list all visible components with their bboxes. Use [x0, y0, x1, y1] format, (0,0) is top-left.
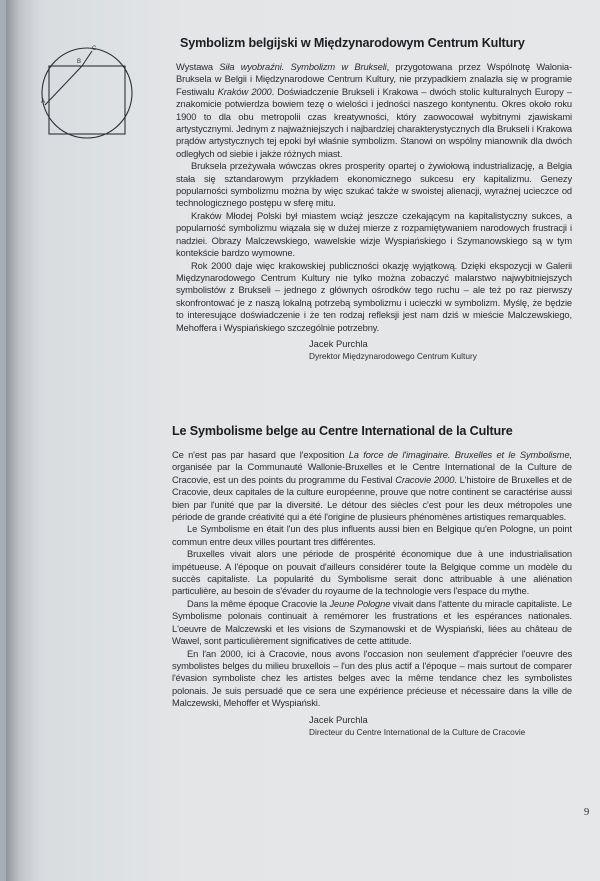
- movement-name: Jeune Pologne: [329, 598, 391, 609]
- logo-circle: [42, 48, 132, 138]
- text: vivait dans l'attente du miracle capitaliste. Le Symbolisme polonais continuait à remémorer les frustrations et les espérances nationales. L'oeuvre de Malczewski et les visions de Szymanowski et de Wyspiański, liées au château de Wawel, sont particulièrement significatives de cette attitude.: [172, 598, 572, 647]
- logo-square: [49, 66, 125, 134]
- festival-title: Cracovie 2000: [395, 474, 455, 485]
- text: Wystawa: [176, 62, 220, 72]
- text: . L'histoire de Bruxelles et de Cracovie, deux capitales de la culture européenne, prouve que notre continent se caractérise aussi bien par l'unité que par la diversité. Le détour des siècles c'est pour les deux métropoles une période de grande créativité qui a été l'origine de plusieurs phénomènes artistiques remarquables.: [172, 474, 572, 523]
- signature-name: Jacek Purchla: [309, 714, 368, 725]
- binding-gutter: [6, 0, 20, 881]
- page: [6, 0, 600, 881]
- polish-paragraph-3: Kraków Młodej Polski był miastem wciąż jeszcze czekającym na kapitalistyczny sukces, a popularność symbolizmu wiązała się w dużej mierze z rozpamiętywaniem narodowych frustracji i nadziei. Obrazy Malczewskiego, wawelskie wizje Wyspiańskiego i Szymanowskiego są w tym kontekście bardzo wymowne.: [176, 210, 572, 259]
- french-paragraph-1: [172, 449, 572, 523]
- polish-paragraph-1: [176, 61, 572, 160]
- signature-role: Dyrektor Międzynarodowego Centrum Kultury: [309, 351, 477, 362]
- text: . Doświadczenie Brukseli i Krakowa – dwóch stolic kulturalnych Europy – znakomicie potwierdza bowiem tezę o wielości i jedności naszego kontynentu. Okres około roku 1900 to dla obu metropolii czas kreatywności, który zaowocował wybitnymi zjawiskami artystycznymi. Jednym z najważniejszych i najbardziej charakterystycznych dla Brukseli i Krakowa prądów artystycznych tej epoki był właśnie symbolizm. Stanowi on wspólny mianownik dla dwóch odległych od siebie i jakże różnych miast.: [176, 86, 573, 159]
- page-number: 9: [584, 807, 590, 818]
- french-signature: [309, 714, 572, 739]
- text: Ce n'est pas par hasard que l'exposition: [172, 450, 349, 460]
- polish-section: [172, 36, 572, 363]
- polish-signature: [309, 338, 572, 363]
- polish-title: Symbolizm belgijski w Międzynarodowym Centrum Kultury: [180, 36, 525, 50]
- french-paragraph-5: En l'an 2000, ici à Cracovie, nous avons l'occasion non seulement d'apprécier l'oeuvre des symbolistes belges du milieu bruxellois – l'un des plus actif a l'époque – mais surtout de comparer l'évasion symboliste chez les artistes belges avec la même tendance chez les symbolistes polonais. Je suis persuadé que ce sera une expérience précieuse et nécessaire dans la ville de Malczewski, Mehoffer et Wyspiański.: [172, 648, 572, 709]
- polish-paragraph-4: Rok 2000 daje więc krakowskiej publiczności okazję wyjątkową. Dzięki ekspozycji w Galerii Międzynarodowego Centrum Kultury nie tylko można zobaczyć malarstwo najwybitniejszych symbolistów z Brukseli – jednego z głównych ośrodków tego ruchu – ale też po raz pierwszy skonfrontować je z naszą lokalną potrzebą symbolizmu i ucieczki w symbolizm. Myślę, że będzie to interesujące doświadczenie i że ten rodzaj refleksji jest nam dziś w mieście Malczewskiego, Mehoffera i Wyspiańskiego szczególnie potrzebny.: [176, 260, 572, 333]
- text: organisée par la Communauté Wallonie-Bruxelles et le Centre International de la Culture de Cracovie, est un des points du programme du Festival: [172, 462, 572, 485]
- french-paragraph-4: [172, 598, 572, 648]
- french-section: [172, 424, 572, 738]
- exhibition-title: La force de l'imaginaire. Bruxelles et le Symbolisme,: [348, 450, 572, 460]
- logo-label-c: C: [92, 46, 97, 52]
- text: Dans la même époque Cracovie la: [187, 598, 330, 609]
- text: , przygotowana przez Wspólnotę Walonia-Bruksela w Belgii i Międzynarodowe Centrum Kultury, nie przypadkiem znalazła się w programie Festiwalu: [176, 62, 572, 97]
- logo-label-a: A: [41, 99, 46, 105]
- logo-label-b: B: [77, 59, 82, 65]
- polish-paragraph-2: Bruksela przeżywała wówczas okres prosperity opartej o żywiołową industrializację, a Belgia stała się sztandarowym przykładem ekonomicznego sukcesu ery kapitalizmu. Genezy popularności symbolizmu można by więc szukać także w swoistej alienacji, wyraźnej ucieczce od technologicznego postępu w sferę mitu.: [176, 161, 572, 209]
- french-paragraph-2: Le Symbolisme en était l'un des plus influents aussi bien en Belgique qu'en Pologne, un point commun entre deux villes pourtant tres différentes.: [172, 524, 572, 547]
- logo-short-line: [82, 51, 92, 66]
- geometric-logo-icon: [37, 43, 137, 143]
- logo-diagonal-line: [45, 66, 82, 105]
- french-title: Le Symbolisme belge au Centre International de la Culture: [172, 424, 513, 438]
- signature-name: Jacek Purchla: [309, 338, 368, 349]
- french-paragraph-3: Bruxelles vivait alors une période de prospérité économique due à une industrialisation impétueuse. A l'époque on pouvait d'ailleurs considérer toute la Belgique comme un modèle du succès capitaliste. La popularité du Symbolisme serait donc attribuable à une aliénation particulière, au besoin de s'évader du royaume de la technologie vers l'espace du mythe.: [172, 549, 572, 597]
- exhibition-title: Siła wyobraźni. Symbolizm w Brukseli: [219, 62, 387, 72]
- signature-role: Directeur du Centre International de la Culture de Cracovie: [309, 726, 526, 737]
- festival-title: Kraków 2000: [217, 86, 272, 97]
